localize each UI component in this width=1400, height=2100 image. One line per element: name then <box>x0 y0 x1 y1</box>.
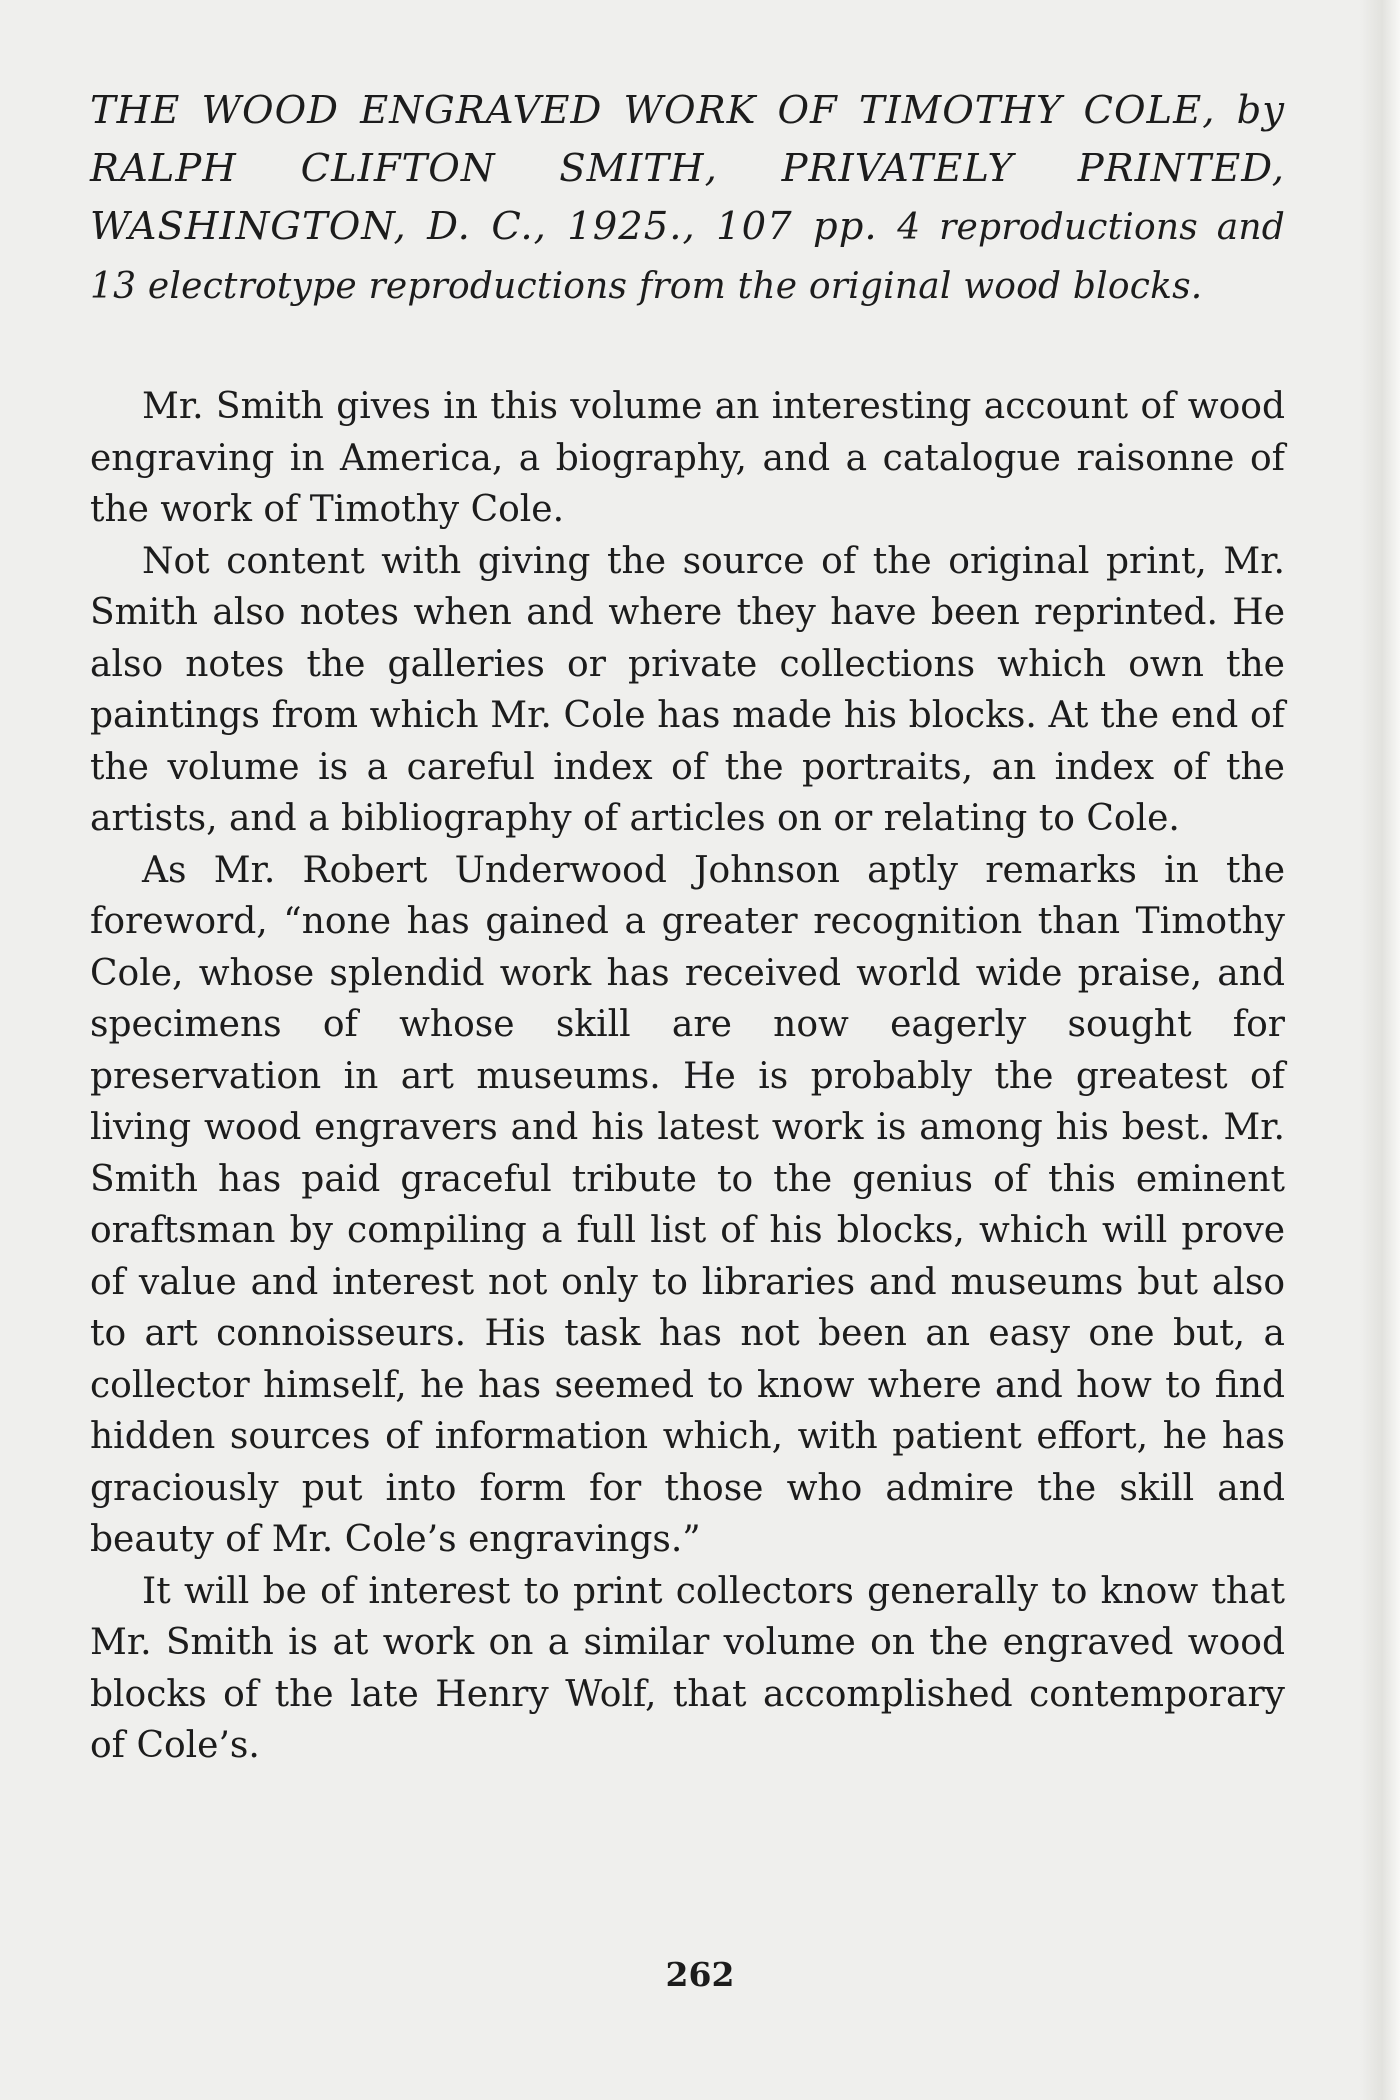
heading-details: 4 reproductions and 13 electrotype reproductions from the original wood blocks. <box>90 207 1285 307</box>
paragraph-2: Not content with giving the source of the original print, Mr. Smith also notes when and where they have been reprinted. He also notes the galleries or private collections which own the paintings from which Mr. Cole has made his blocks. At the end of the volume is a careful index of the portraits, an index of the artists, and a bibliography of articles on or relating to Cole. <box>90 540 1285 839</box>
page-number: 262 <box>665 1955 735 1994</box>
review-body <box>90 381 1285 1772</box>
paragraph-3: As Mr. Robert Underwood Johnson aptly remarks in the foreword, “none has gained a greater recognition than Timothy Cole, whose splendid work has received world wide praise, and specimens of whose skill are now eagerly sought for preservation in art museums. He is probably the greatest of living wood engravers and his latest work is among his best. Mr. Smith has paid graceful tribute to the genius of this eminent oraftsman by compiling a full list of his blocks, which will prove of value and interest not only to libraries and museums but also to art connoisseurs. His task has not been an easy one but, a collector himself, he has seemed to know where and how to find hidden sources of information which, with patient effort, he has graciously put into form for those who admire the skill and beauty of Mr. Cole’s engravings.” <box>90 849 1285 1560</box>
text-block <box>90 82 1285 1772</box>
paragraph-1: Mr. Smith gives in this volume an interesting account of wood engraving in America, a biography, and a catalogue raisonne of the work of Timothy Cole. <box>90 386 1285 530</box>
paragraph-4: It will be of interest to print collectors generally to know that Mr. Smith is at work on a similar volume on the engraved wood blocks of the late Henry Wolf, that accomplished contemporary of Cole’s. <box>90 1570 1285 1766</box>
heading-title: THE WOOD ENGRAVED WORK OF TIMOTHY COLE, by RALPH CLIFTON SMITH, PRIVATELY PRINTED, WASHINGTON, D. C., 1925., 107 pp. <box>90 88 1285 249</box>
review-heading <box>90 82 1285 316</box>
page-edge-shading <box>1360 0 1400 2100</box>
